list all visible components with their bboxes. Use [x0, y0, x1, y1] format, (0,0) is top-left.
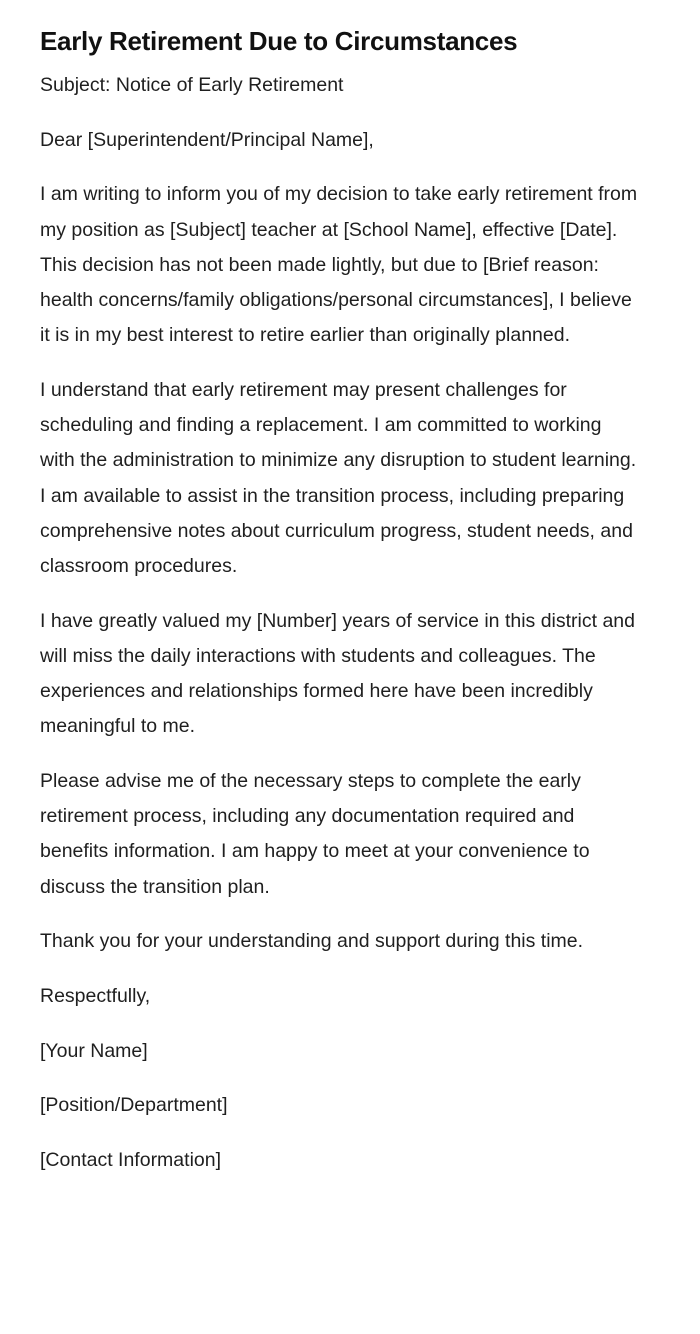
letter-paragraph-1: I am writing to inform you of my decision to take early retirement from my position as [Subject] teacher at [School Name], effective [Date]. This decision has not been made lightly, but due to [Brief reason: health concerns/family obligations/personal circumstances], I believe it is in my best interest to retire earlier than originally planned.	[40, 183, 638, 347]
signature-contact: [Contact Information]	[40, 1149, 222, 1172]
letter-subject: Subject: Notice of Early Retirement	[40, 74, 344, 96]
letter-paragraph-5: Thank you for your understanding and support during this time.	[40, 930, 584, 953]
letter-closing: Respectfully,	[40, 984, 151, 1007]
letter-salutation: Dear [Superintendent/Principal Name],	[40, 128, 374, 151]
signature-name: [Your Name]	[40, 1039, 148, 1062]
letter-paragraph-2: I understand that early retirement may present challenges for scheduling and finding a replacement. I am committed to working with the administration to minimize any disruption to student learning. I am available to assist in the transition process, including preparing comprehensive notes about curriculum progress, student needs, and classroom procedures.	[40, 378, 637, 577]
letter-paragraph-4: Please advise me of the necessary steps to complete the early retirement process, including any documentation required and benefits information. I am happy to meet at your convenience to discuss the transition plan.	[40, 769, 590, 898]
letter-paragraph-3: I have greatly valued my [Number] years of service in this district and will miss the daily interactions with students and colleagues. The experiences and relationships formed here have been incredibly meaningful to me.	[40, 609, 635, 738]
letter-title: Early Retirement Due to Circumstances	[40, 26, 518, 56]
signature-position: [Position/Department]	[40, 1094, 228, 1117]
